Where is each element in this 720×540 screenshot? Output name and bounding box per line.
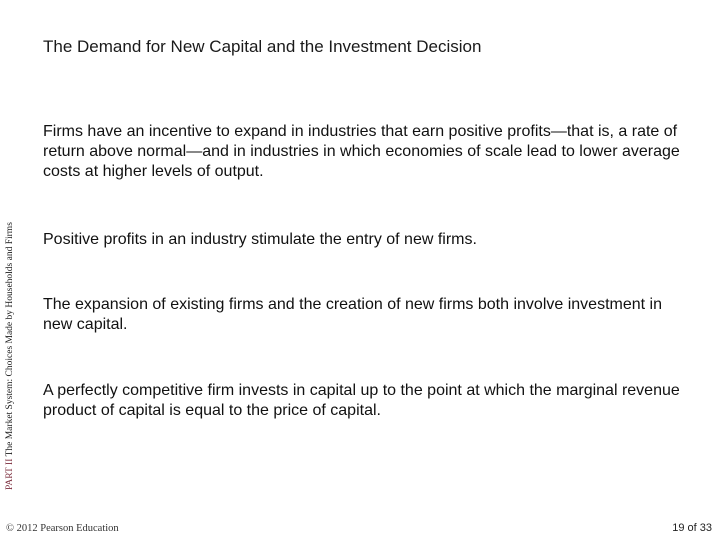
slide-title: The Demand for New Capital and the Investment Decision (43, 37, 482, 56)
part-label: PART II (5, 458, 15, 490)
paragraph-incentive: Firms have an incentive to expand in industries that earn positive profits—that is, a rate of return above normal—and in industries in which economies of scale lead to lower average costs at higher levels of output. (43, 123, 680, 180)
paragraph-expansion: The expansion of existing firms and the creation of new firms both involve investment in new capital. (43, 296, 662, 333)
copyright-notice: © 2012 Pearson Education (6, 523, 119, 534)
page-number: 19 of 33 (672, 522, 712, 534)
paragraph-entry: Positive profits in an industry stimulate the entry of new firms. (43, 231, 477, 248)
paragraph-competitive-firm: A perfectly competitive firm invests in capital up to the point at which the marginal revenue product of capital is equal to the price of capital. (43, 382, 680, 419)
side-caption (3, 200, 17, 490)
part-title: The Market System: Choices Made by Households and Firms (5, 222, 15, 457)
